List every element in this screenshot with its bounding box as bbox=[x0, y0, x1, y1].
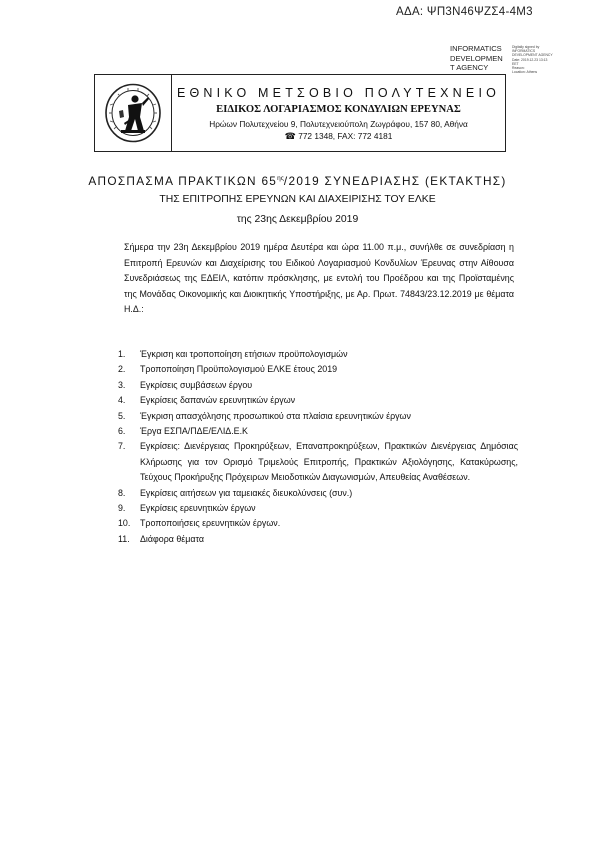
stamp-detail-line: DEVELOPMENT AGENCY bbox=[512, 53, 553, 58]
stamp-line: T AGENCY bbox=[450, 63, 489, 73]
agenda-text: Εγκρίσεις: Διενέργειας Προκηρύξεων, Επαναπροκηρύξεων, Πρακτικών Διενέργειας Δημόσιας Κλήρωσης για τον Ορισμό Τριμελούς Επιτροπής, Πρακτικών Αξιολόγησης, Κατακύρωσης, Τεύχους Προκήρυξης Πρόχειρων Μειοδοτικών Διαγωνισμών, Απευθείας Αναθέσεων. bbox=[140, 441, 518, 483]
agenda-number: 11. bbox=[118, 533, 130, 544]
contact-line bbox=[172, 131, 505, 142]
stamp-detail-line: EET bbox=[512, 61, 519, 66]
agenda-number: 2. bbox=[118, 364, 126, 375]
agenda-item bbox=[118, 532, 518, 547]
fund-name: ΕΙΔΙΚΟΣ ΛΟΓΑΡΙΑΣΜΟΣ ΚΟΝΔΥΛΙΩΝ ΕΡΕΥΝΑΣ bbox=[216, 104, 461, 115]
agenda-number: 10. bbox=[118, 518, 131, 529]
institution-name: ΕΘΝΙΚΟ ΜΕΤΣΟΒΙΟ ΠΟΛΥΤΕΧΝΕΙΟ bbox=[176, 86, 501, 100]
agenda-list bbox=[118, 347, 518, 547]
document-date: της 23ης Δεκεμβρίου 2019 bbox=[236, 214, 359, 225]
document-title bbox=[0, 174, 595, 188]
agenda-text: Εγκρίσεις συμβάσεων έργου bbox=[140, 379, 253, 390]
agenda-text: Τροποποιήσεις ερευνητικών έργων. bbox=[140, 518, 281, 529]
signature-stamp-details bbox=[512, 45, 553, 74]
agenda-text: Διάφορα θέματα bbox=[140, 533, 205, 544]
phone-icon: ☎ bbox=[284, 131, 296, 141]
university-logo-icon bbox=[104, 83, 162, 143]
agenda-text: Έργα ΕΣΠΑ/ΠΔΕ/ΕΛΙΔ.Ε.Κ bbox=[140, 426, 248, 437]
agenda-item bbox=[118, 486, 518, 501]
document-subtitle: ΤΗΣ ΕΠΙΤΡΟΠΗΣ ΕΡΕΥΝΩΝ ΚΑΙ ΔΙΑΧΕΙΡΙΣΗΣ ΤΟΥ ΕΛΚΕ bbox=[159, 194, 436, 205]
letterhead-text bbox=[172, 75, 505, 151]
stamp-detail-line: Location: Athens bbox=[512, 70, 538, 75]
agenda-item bbox=[118, 378, 518, 393]
stamp-detail-line: Date: 2019.12.23 13:13 bbox=[512, 57, 548, 62]
agenda-item bbox=[118, 516, 518, 531]
agenda-item bbox=[118, 424, 518, 439]
address: Ηρώων Πολυτεχνείου 9, Πολυτεχνειούπολη Ζωγράφου, 157 80, Αθήνα bbox=[209, 119, 468, 129]
agenda-number: 8. bbox=[118, 487, 126, 498]
agenda-number: 3. bbox=[118, 379, 126, 390]
agenda-number: 5. bbox=[118, 410, 126, 421]
agenda-text: Τροποποίηση Προϋπολογισμού ΕΛΚΕ έτους 2019 bbox=[140, 364, 338, 375]
stamp-line: DEVELOPMEN bbox=[450, 53, 503, 63]
agenda-item bbox=[118, 409, 518, 424]
stamp-detail-line: Reason: bbox=[512, 66, 525, 71]
ada-code: ΑΔΑ: ΨΠ3Ν46ΨΖΣ4-4Μ3 bbox=[396, 6, 533, 18]
agenda-item bbox=[118, 439, 518, 485]
contact-numbers: 772 1348, FAX: 772 4181 bbox=[298, 131, 393, 141]
agenda-item bbox=[118, 501, 518, 516]
agenda-number: 1. bbox=[118, 349, 126, 359]
agenda-text: Εγκρίσεις αιτήσεων για ταμειακές διευκολύνσεις (συν.) bbox=[140, 487, 353, 498]
signature-stamp bbox=[450, 44, 503, 73]
title-prefix: ΑΠΟΣΠΑΣΜΑ ΠΡΑΚΤΙΚΩΝ 65 bbox=[88, 174, 278, 188]
agenda-text: Έγκριση και τροποποίηση ετήσιων προϋπολογισμών bbox=[140, 349, 348, 359]
stamp-detail-line: INFORMATICS bbox=[512, 49, 536, 54]
agenda-text: Εγκρίσεις ερευνητικών έργων bbox=[140, 503, 256, 514]
agenda-item bbox=[118, 393, 518, 408]
agenda-number: 9. bbox=[118, 503, 126, 514]
agenda-text: Έγκριση απασχόλησης προσωπικού στα πλαίσια ερευνητικών έργων bbox=[140, 410, 411, 421]
logo-frame bbox=[95, 75, 172, 151]
agenda-text: Εγκρίσεις δαπανών ερευνητικών έργων bbox=[140, 395, 296, 406]
agenda-item bbox=[118, 362, 518, 377]
intro-paragraph: Σήμερα την 23η Δεκεμβρίου 2019 ημέρα Δευτέρα και ώρα 11.00 π.μ., συνήλθε σε συνεδρίαση η Επιτροπή Ερευνών και Διαχείρισης του Ειδικού Λογαριασμού Κονδυλίων Έρευνας στην Αίθουσα Συνεδριάσεως της ΕΔΕΙΛ, κατόπιν πρόσκλησης, με εντολή του Προέδρου και της Προϊσταμένης της Μονάδας Οικονομικής και Διοικητικής Υποστήριξης, με Αρ. Πρωτ. 74843/23.12.2019 με θέματα Η.Δ.: bbox=[124, 242, 514, 315]
agenda-item bbox=[118, 347, 518, 362]
title-ordinal: ης bbox=[277, 175, 284, 183]
agenda-number: 6. bbox=[118, 426, 126, 437]
letterhead bbox=[94, 74, 506, 152]
agenda-number: 7. bbox=[118, 441, 126, 452]
title-suffix: /2019 ΣΥΝΕΔΡΙΑΣΗΣ (ΕΚΤΑΚΤΗΣ) bbox=[283, 174, 507, 188]
stamp-detail-line: Digitally signed by bbox=[512, 45, 540, 49]
agenda-number: 4. bbox=[118, 395, 126, 406]
stamp-line: INFORMATICS bbox=[450, 44, 502, 53]
